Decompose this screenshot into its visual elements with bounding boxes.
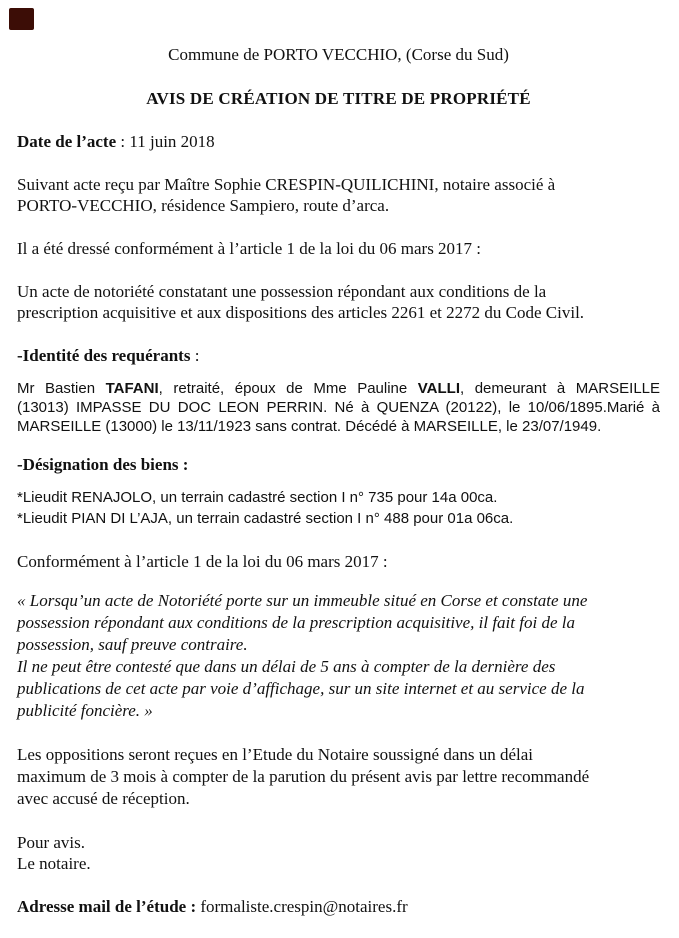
heading-identite [17, 345, 660, 366]
paragraph-acte-line: PORTO-VECCHIO, résidence Sampiero, route d’arca. [17, 196, 390, 215]
identite-line-1 [17, 379, 660, 398]
heading-identite-text: -Identité des requérants [17, 346, 191, 365]
quote-line: « Lorsqu’un acte de Notoriété porte sur un immeuble situé en Corse et constate une [17, 591, 588, 610]
paragraph-acte [17, 174, 660, 216]
identite-line-3: MARSEILLE (13000) le 13/11/1923 sans contrat. Décédé à MARSEILLE, le 23/07/1949. [17, 418, 602, 435]
oppositions-line: avec accusé de réception. [17, 789, 190, 808]
scan-artifact [9, 8, 34, 30]
heading-designation [17, 454, 660, 475]
quote-line: publications de cet acte par voie d’affichage, sur un site internet et au service de la [17, 679, 585, 698]
paragraph-acte-line: Suivant acte reçu par Maître Sophie CRESPIN-QUILICHINI, notaire associé à [17, 175, 556, 194]
identite-mid: , retraité, époux de Mme Pauline [158, 380, 418, 397]
paragraph-oppositions [17, 744, 660, 810]
identite-name-valli: VALLI [417, 380, 460, 397]
page-title: AVIS DE CRÉATION DE TITRE DE PROPRIÉTÉ [146, 89, 531, 108]
date-value: : 11 juin 2018 [116, 132, 215, 151]
paragraph-notoriete-line: prescription acquisitive et aux dispositions des articles 2261 et 2272 du Code Civil. [17, 303, 585, 322]
le-notaire-line: Le notaire. [17, 854, 91, 873]
heading-designation-text: -Désignation des biens : [17, 455, 189, 474]
paragraph-notoriete [17, 281, 660, 323]
date-line [17, 131, 660, 152]
paragraph-notoriete-line: Un acte de notoriété constatant une possession répondant aux conditions de la [17, 282, 547, 301]
identite-line-2: (13013) IMPASSE DU DOC LEON PERRIN. Né à QUENZA (20122), le 10/06/1895.Marié à [17, 399, 660, 416]
quote-line: publicité foncière. » [17, 701, 153, 720]
pour-avis-line: Pour avis. [17, 833, 85, 852]
paragraph-identite [17, 379, 660, 436]
quote-line: Il ne peut être contesté que dans un délai de 5 ans à compter de la dernière des [17, 657, 556, 676]
heading-identite-colon: : [190, 346, 200, 365]
oppositions-line: Les oppositions seront reçues en l’Etude du Notaire soussigné dans un délai [17, 745, 534, 764]
list-biens [17, 487, 660, 529]
identite-pre: Mr Bastien [17, 380, 106, 397]
email-label: Adresse mail de l’étude : [17, 897, 197, 916]
bien-item: *Lieudit PIAN DI L’AJA, un terrain cadastré section I n° 488 pour 01a 06ca. [17, 510, 514, 527]
oppositions-line: maximum de 3 mois à compter de la parution du présent avis par lettre recommandé [17, 767, 590, 786]
identite-post: , demeurant à MARSEILLE [460, 380, 661, 397]
quote-line: possession répondant aux conditions de la prescription acquisitive, il fait foi de la [17, 613, 575, 632]
quote-loi [17, 590, 660, 722]
commune-line: Commune de PORTO VECCHIO, (Corse du Sud) [168, 45, 509, 64]
paragraph-conforme: Conformément à l’article 1 de la loi du 06 mars 2017 : [17, 552, 388, 571]
paragraph-dresse: Il a été dressé conformément à l’article 1 de la loi du 06 mars 2017 : [17, 239, 482, 258]
closing-block [17, 832, 660, 874]
identite-name-tafani: TAFANI [105, 380, 159, 397]
quote-line: possession, sauf preuve contraire. [17, 635, 248, 654]
email-line [17, 896, 660, 917]
email-value: formaliste.crespin@notaires.fr [200, 897, 408, 916]
date-label: Date de l’acte [17, 132, 117, 151]
bien-item: *Lieudit RENAJOLO, un terrain cadastré section I n° 735 pour 14a 00ca. [17, 489, 498, 506]
